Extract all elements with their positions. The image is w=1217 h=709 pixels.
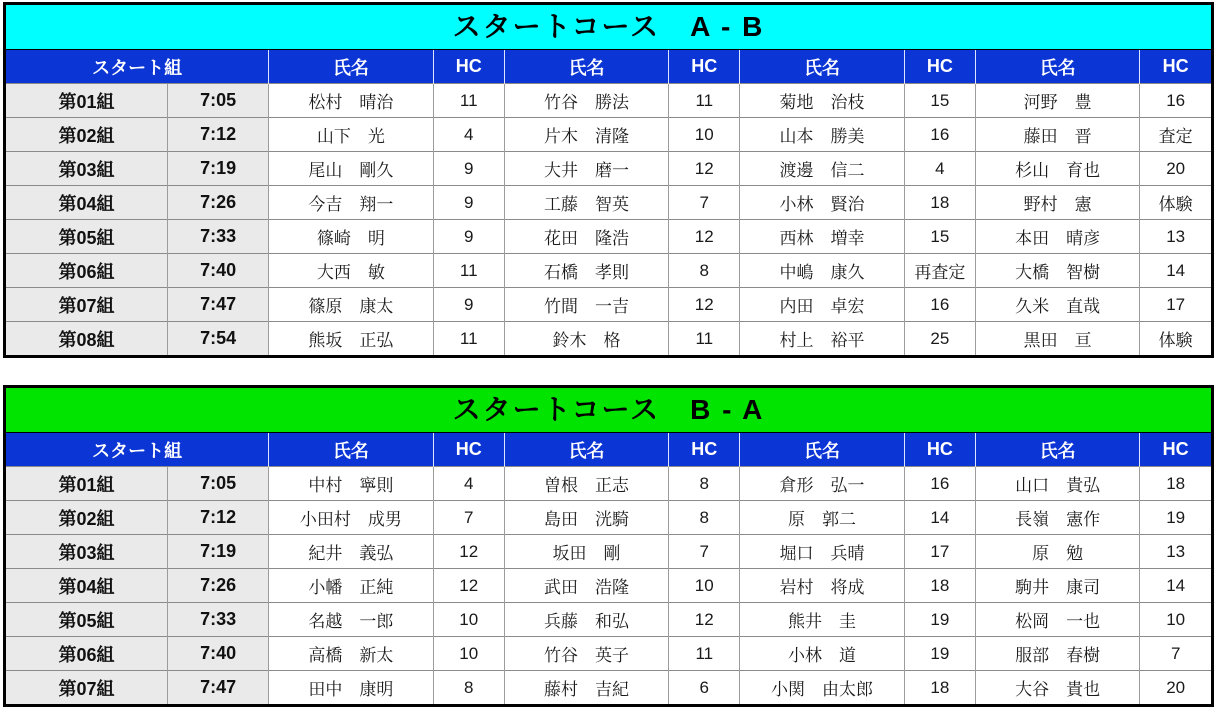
player-name-cell: 松村 晴治 [269,84,433,118]
column-header-hc-2: HC [669,50,740,84]
column-header-name-4: 氏名 [975,433,1139,467]
player-name-cell: 内田 卓宏 [740,288,904,322]
player-name-cell: 篠原 康太 [269,288,433,322]
handicap-cell: 4 [433,467,504,501]
column-header-name-3: 氏名 [740,433,904,467]
start-group-row [6,254,1211,288]
column-header-hc-4: HC [1140,433,1211,467]
player-name-cell: 岩村 将成 [740,569,904,603]
group-number-cell: 第05組 [6,220,167,254]
handicap-cell: 体験 [1140,322,1211,356]
start-time-cell: 7:47 [167,288,268,322]
start-group-row [6,603,1211,637]
column-header-name-3: 氏名 [740,50,904,84]
start-time-cell: 7:40 [167,637,268,671]
handicap-cell: 4 [433,118,504,152]
player-name-cell: 今吉 翔一 [269,186,433,220]
player-name-cell: 駒井 康司 [975,569,1139,603]
group-number-cell: 第04組 [6,569,167,603]
player-name-cell: 本田 晴彦 [975,220,1139,254]
handicap-cell: 10 [669,569,740,603]
group-number-cell: 第06組 [6,637,167,671]
column-header-hc-4: HC [1140,50,1211,84]
start-time-cell: 7:33 [167,603,268,637]
player-name-cell: 小関 由太郎 [740,671,904,705]
handicap-cell: 9 [433,152,504,186]
column-header-name-4: 氏名 [975,50,1139,84]
start-table-a-b [6,50,1211,355]
handicap-cell: 4 [904,152,975,186]
handicap-cell: 9 [433,288,504,322]
handicap-cell: 9 [433,220,504,254]
column-header-hc-2: HC [669,433,740,467]
handicap-cell: 19 [904,637,975,671]
handicap-cell: 16 [904,288,975,322]
player-name-cell: 杉山 育也 [975,152,1139,186]
player-name-cell: 坂田 剛 [504,535,668,569]
start-group-row [6,288,1211,322]
handicap-cell: 13 [1140,535,1211,569]
player-name-cell: 竹間 一吉 [504,288,668,322]
handicap-cell: 8 [669,254,740,288]
player-name-cell: 藤田 晋 [975,118,1139,152]
player-name-cell: 服部 春樹 [975,637,1139,671]
handicap-cell: 9 [433,186,504,220]
group-number-cell: 第02組 [6,501,167,535]
column-header-name-2: 氏名 [504,433,668,467]
group-number-cell: 第07組 [6,288,167,322]
player-name-cell: 熊井 圭 [740,603,904,637]
handicap-cell: 14 [1140,569,1211,603]
start-time-cell: 7:19 [167,535,268,569]
start-group-row [6,186,1211,220]
start-group-row [6,220,1211,254]
player-name-cell: 鈴木 格 [504,322,668,356]
group-number-cell: 第04組 [6,186,167,220]
handicap-cell: 20 [1140,671,1211,705]
start-group-row [6,152,1211,186]
player-name-cell: 菊地 治枝 [740,84,904,118]
handicap-cell: 17 [904,535,975,569]
start-time-cell: 7:05 [167,84,268,118]
group-number-cell: 第03組 [6,535,167,569]
start-table-b-a [6,433,1211,704]
column-header-hc-3: HC [904,433,975,467]
player-name-cell: 島田 洸騎 [504,501,668,535]
player-name-cell: 渡邊 信二 [740,152,904,186]
handicap-cell: 18 [904,569,975,603]
start-time-cell: 7:54 [167,322,268,356]
start-group-row [6,501,1211,535]
player-name-cell: 原 勉 [975,535,1139,569]
player-name-cell: 大橋 智樹 [975,254,1139,288]
player-name-cell: 山下 光 [269,118,433,152]
group-number-cell: 第01組 [6,467,167,501]
sheet-title-b-a: スタートコース B - A [6,388,1211,433]
column-header-row [6,433,1211,467]
start-sheet-course-a-b [3,2,1214,358]
column-header-hc-1: HC [433,433,504,467]
handicap-cell: 14 [904,501,975,535]
player-name-cell: 熊坂 正弘 [269,322,433,356]
player-name-cell: 大谷 貴也 [975,671,1139,705]
player-name-cell: 竹谷 英子 [504,637,668,671]
handicap-cell: 12 [669,288,740,322]
start-group-row [6,322,1211,356]
group-number-cell: 第06組 [6,254,167,288]
player-name-cell: 花田 隆浩 [504,220,668,254]
handicap-cell: 20 [1140,152,1211,186]
start-group-row [6,637,1211,671]
player-name-cell: 小田村 成男 [269,501,433,535]
player-name-cell: 大井 磨一 [504,152,668,186]
column-header-hc-1: HC [433,50,504,84]
handicap-cell: 18 [904,186,975,220]
start-time-cell: 7:12 [167,501,268,535]
start-group-row [6,569,1211,603]
handicap-cell: 7 [1140,637,1211,671]
player-name-cell: 大西 敏 [269,254,433,288]
handicap-cell: 16 [904,467,975,501]
handicap-cell: 15 [904,220,975,254]
player-name-cell: 黒田 亘 [975,322,1139,356]
handicap-cell: 11 [433,322,504,356]
handicap-cell: 7 [669,186,740,220]
handicap-cell: 13 [1140,220,1211,254]
handicap-cell: 8 [669,467,740,501]
start-time-cell: 7:19 [167,152,268,186]
start-time-cell: 7:12 [167,118,268,152]
player-name-cell: 河野 豊 [975,84,1139,118]
player-name-cell: 小幡 正純 [269,569,433,603]
player-name-cell: 名越 一郎 [269,603,433,637]
group-number-cell: 第05組 [6,603,167,637]
handicap-cell: 18 [904,671,975,705]
player-name-cell: 原 郭二 [740,501,904,535]
handicap-cell: 8 [669,501,740,535]
player-name-cell: 小林 賢治 [740,186,904,220]
handicap-cell: 18 [1140,467,1211,501]
handicap-cell: 11 [669,637,740,671]
start-time-cell: 7:40 [167,254,268,288]
start-time-cell: 7:26 [167,569,268,603]
column-header-start-group: スタート組 [6,433,269,467]
handicap-cell: 12 [669,220,740,254]
handicap-cell: 16 [904,118,975,152]
player-name-cell: 田中 康明 [269,671,433,705]
start-group-row [6,118,1211,152]
player-name-cell: 兵藤 和弘 [504,603,668,637]
start-table-body-b-a [6,467,1211,705]
handicap-cell: 15 [904,84,975,118]
handicap-cell: 11 [433,254,504,288]
sheet-title-a-b: スタートコース A - B [6,5,1211,50]
player-name-cell: 藤村 吉紀 [504,671,668,705]
player-name-cell: 尾山 剛久 [269,152,433,186]
group-number-cell: 第02組 [6,118,167,152]
player-name-cell: 紀井 義弘 [269,535,433,569]
handicap-cell: 19 [904,603,975,637]
handicap-cell: 11 [669,322,740,356]
group-number-cell: 第01組 [6,84,167,118]
handicap-cell: 16 [1140,84,1211,118]
handicap-cell: 19 [1140,501,1211,535]
handicap-cell: 7 [433,501,504,535]
handicap-cell: 12 [433,569,504,603]
handicap-cell: 10 [669,118,740,152]
column-header-hc-3: HC [904,50,975,84]
handicap-cell: 査定 [1140,118,1211,152]
player-name-cell: 竹谷 勝法 [504,84,668,118]
player-name-cell: 堀口 兵晴 [740,535,904,569]
handicap-cell: 12 [669,152,740,186]
group-number-cell: 第07組 [6,671,167,705]
start-group-row [6,467,1211,501]
start-time-cell: 7:05 [167,467,268,501]
group-number-cell: 第03組 [6,152,167,186]
player-name-cell: 中村 寧則 [269,467,433,501]
handicap-cell: 12 [669,603,740,637]
start-sheet-course-b-a [3,385,1214,707]
player-name-cell: 中嶋 康久 [740,254,904,288]
handicap-cell: 10 [433,603,504,637]
player-name-cell: 片木 清隆 [504,118,668,152]
column-header-name-2: 氏名 [504,50,668,84]
player-name-cell: 山口 貴弘 [975,467,1139,501]
handicap-cell: 8 [433,671,504,705]
start-group-row [6,535,1211,569]
player-name-cell: 曽根 正志 [504,467,668,501]
start-time-cell: 7:33 [167,220,268,254]
handicap-cell: 25 [904,322,975,356]
player-name-cell: 村上 裕平 [740,322,904,356]
player-name-cell: 篠崎 明 [269,220,433,254]
start-group-row [6,671,1211,705]
handicap-cell: 12 [433,535,504,569]
player-name-cell: 石橋 孝則 [504,254,668,288]
column-header-name-1: 氏名 [269,433,433,467]
handicap-cell: 11 [669,84,740,118]
handicap-cell: 再査定 [904,254,975,288]
player-name-cell: 野村 憲 [975,186,1139,220]
handicap-cell: 7 [669,535,740,569]
group-number-cell: 第08組 [6,322,167,356]
column-header-name-1: 氏名 [269,50,433,84]
player-name-cell: 久米 直哉 [975,288,1139,322]
handicap-cell: 11 [433,84,504,118]
handicap-cell: 10 [433,637,504,671]
handicap-cell: 14 [1140,254,1211,288]
player-name-cell: 武田 浩隆 [504,569,668,603]
start-time-cell: 7:47 [167,671,268,705]
player-name-cell: 長嶺 憲作 [975,501,1139,535]
player-name-cell: 工藤 智英 [504,186,668,220]
player-name-cell: 西林 増幸 [740,220,904,254]
player-name-cell: 倉形 弘一 [740,467,904,501]
start-time-cell: 7:26 [167,186,268,220]
handicap-cell: 17 [1140,288,1211,322]
start-group-row [6,84,1211,118]
start-table-body-a-b [6,84,1211,356]
player-name-cell: 高橋 新太 [269,637,433,671]
handicap-cell: 6 [669,671,740,705]
handicap-cell: 10 [1140,603,1211,637]
player-name-cell: 小林 道 [740,637,904,671]
player-name-cell: 松岡 一也 [975,603,1139,637]
handicap-cell: 体験 [1140,186,1211,220]
column-header-row [6,50,1211,84]
player-name-cell: 山本 勝美 [740,118,904,152]
column-header-start-group: スタート組 [6,50,269,84]
